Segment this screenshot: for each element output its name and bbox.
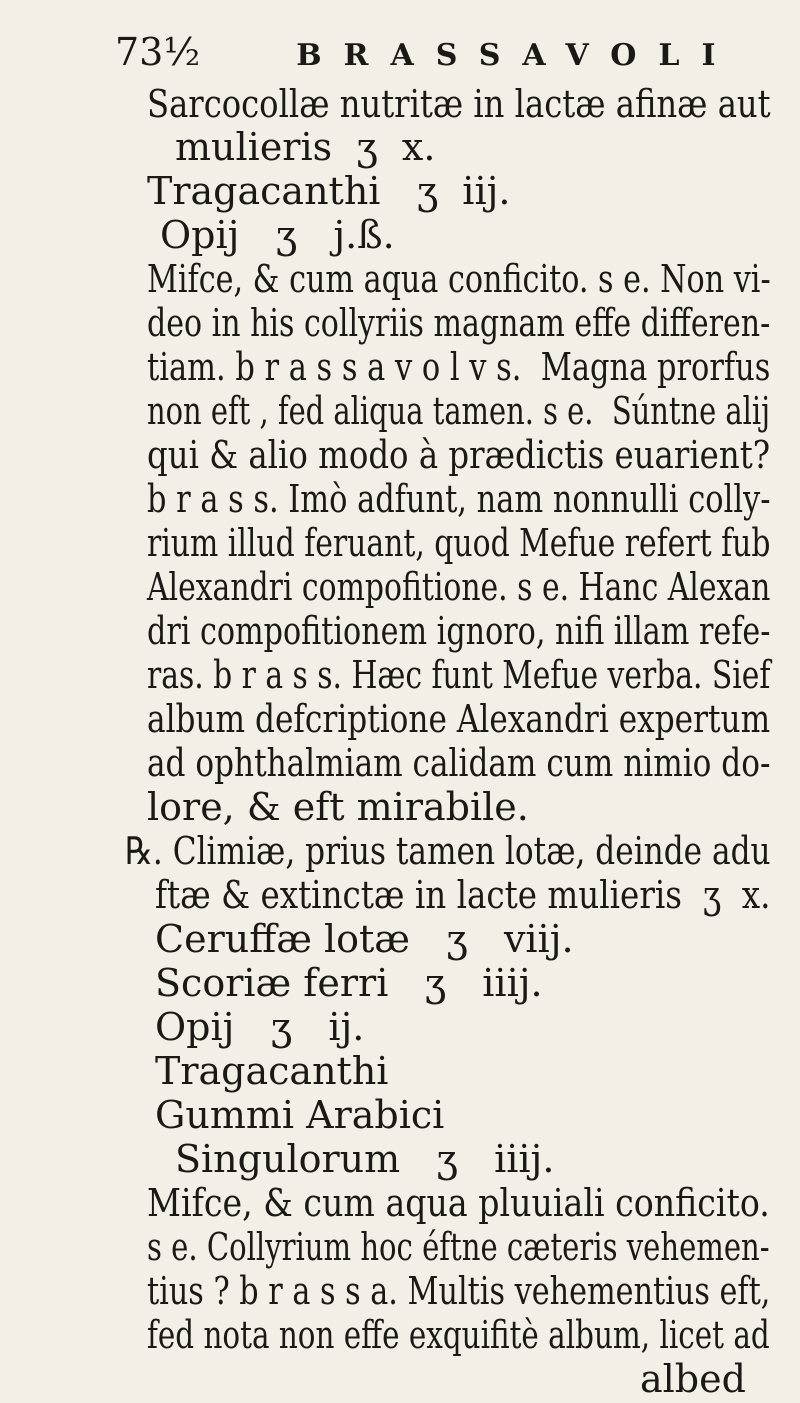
catchword: albed: [640, 1357, 746, 1401]
text-line: ad ophthalmiam calidam cum nimio do-: [147, 741, 771, 785]
text-line: lore, & eft mirabile.: [147, 785, 529, 829]
text-line: ftæ & extinctæ in lacte mulieris ʒ x.: [155, 873, 771, 917]
text-line: Tragacanthi: [155, 1049, 389, 1093]
text-line: Tragacanthi ʒ iij.: [147, 169, 511, 213]
text-line: qui & alio modo à prædictis euarient?: [147, 433, 771, 477]
page-number: 73½: [115, 30, 201, 74]
text-line: Mifce, & cum aqua pluuiali conficito.: [147, 1181, 770, 1225]
text-line: tius ? b r a s s a. Multis vehementius eft,: [147, 1269, 771, 1313]
text-line: deo in his collyriis magnam effe differen-: [147, 301, 771, 345]
running-title: BRASSAVOLI: [296, 38, 738, 73]
text-line: Alexandri compofitione. s e. Hanc Alexan: [147, 565, 771, 609]
text-line: ras. b r a s s. Hæc funt Mefue verba. Sief: [147, 653, 771, 697]
text-line: tiam. b r a s s a v o l v s. Magna prorfus: [147, 345, 771, 389]
text-line: Ceruffæ lotæ ʒ viij.: [155, 917, 574, 961]
text-line: b r a s s. Imò adfunt, nam nonnulli colly-: [147, 477, 771, 521]
text-line: fed nota non effe exquifitè album, licet ad: [147, 1313, 770, 1357]
text-line: mulieris ʒ x.: [175, 125, 436, 169]
text-line: Opij ʒ ij.: [155, 1005, 365, 1049]
text-line: Opij ʒ j.ß.: [160, 213, 395, 257]
text-line: rium illud feruant, quod Mefue refert fub: [147, 521, 771, 565]
text-line: Mifce, & cum aqua conficito. s e. Non vi-: [147, 257, 771, 301]
text-line: Gummi Arabici: [155, 1093, 445, 1137]
text-line: Sarcocollæ nutritæ in lactæ afinæ aut: [147, 82, 771, 126]
text-line: album defcriptione Alexandri expertum: [147, 697, 771, 741]
text-line: Singulorum ʒ iiij.: [175, 1137, 555, 1181]
text-line: Scoriæ ferri ʒ iiij.: [155, 961, 543, 1005]
text-line: non eft , fed aliqua tamen. s e. Súntne alij: [147, 389, 771, 433]
text-line: ℞. Climiæ, prius tamen lotæ, deinde adu: [125, 829, 771, 873]
text-line: dri compofitionem ignoro, nifi illam refe-: [147, 609, 771, 653]
text-line: s e. Collyrium hoc éftne cæteris vehemen-: [147, 1225, 770, 1269]
